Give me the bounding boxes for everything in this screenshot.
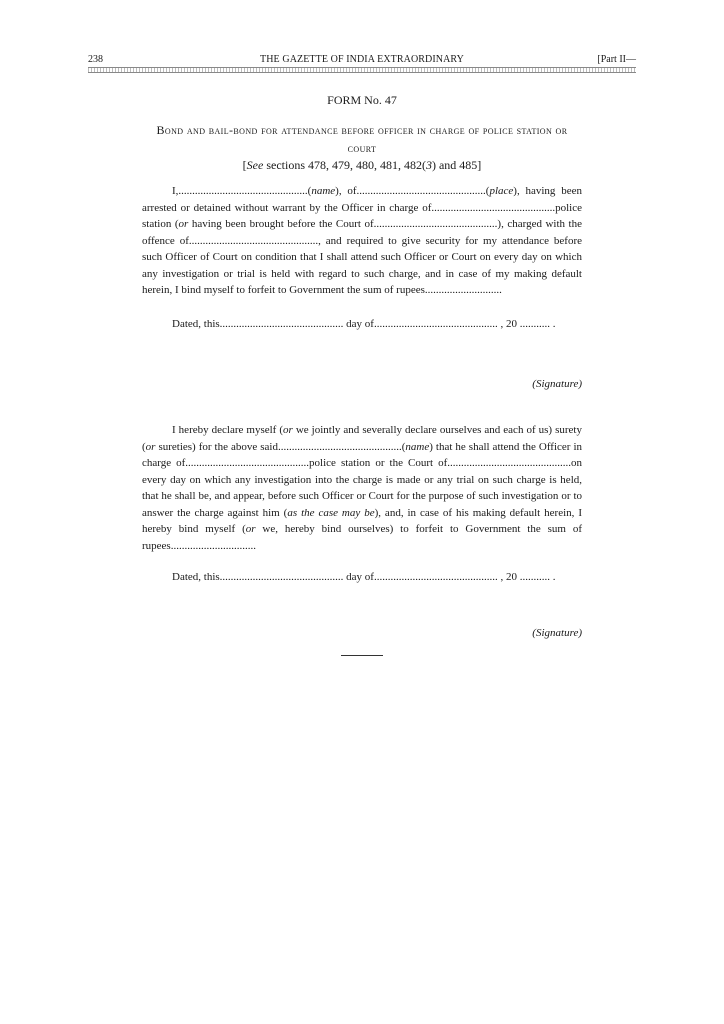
form-subtitle: Bond and bail-bond for attendance before officer in charge of police station or court bbox=[156, 123, 568, 155]
sections-suffix: ) and 485] bbox=[431, 158, 482, 172]
surety-text-2: we jointly and severally declare ourselves and each of us) surety ( bbox=[142, 424, 582, 453]
surety-text-6: we, hereby bind ourselves) to forfeit to Government the sum of rupees............................... bbox=[142, 523, 582, 552]
sections-text: sections 478, 479, 480, 481, 482( bbox=[263, 158, 426, 172]
bond-text-2: ), of...............................................( bbox=[335, 185, 490, 197]
bond-place-label: place bbox=[489, 185, 514, 197]
bond-name-label: name bbox=[311, 185, 336, 197]
bond-text-1: I,...............................................( bbox=[172, 185, 312, 197]
surety-paragraph bbox=[142, 422, 582, 554]
surety-signature: (Signature) bbox=[532, 627, 582, 639]
bond-paragraph bbox=[142, 183, 582, 299]
surety-text-3: sureties) for the above said.............................................( bbox=[155, 440, 406, 453]
end-rule bbox=[341, 655, 383, 656]
surety-name-label: name bbox=[405, 440, 430, 453]
bond-text-3: ), having been arrested or detained without warrant by the Officer in charge of.............................................police station ( bbox=[142, 185, 582, 230]
bond-text-4: having been brought before the Court of.............................................), charged with the offence of..............................................., and required to give security for my attendance before such Officer of Court on condition that I shall attend such Officer or Court on every day on which any investigation or trial is held with regard to such charge, and in case of my making default herein, I bind myself to forfeit to Government the sum of rupees............................ bbox=[142, 218, 582, 296]
header-divider bbox=[88, 67, 636, 73]
surety-text-1: I hereby declare myself ( bbox=[172, 424, 284, 436]
sections-num: 3 bbox=[425, 158, 432, 172]
gazette-title: THE GAZETTE OF INDIA EXTRAORDINARY bbox=[260, 54, 464, 65]
bond-or-1: or bbox=[178, 218, 189, 230]
bond-signature: (Signature) bbox=[532, 378, 582, 390]
surety-dated-line: Dated, this............................................. day of............................................. , 20 ........... . bbox=[172, 571, 556, 583]
surety-text-4: ) that he shall attend the Officer in charge of.............................................police station or the Court of.............................................on every day on which any investigation into the charge is made or any trial on such charge is held, that he shall be, and appear, before such Officer or Court for the purpose of such investigation or to answer the charge against him ( bbox=[142, 440, 582, 519]
sections-see: See bbox=[246, 158, 264, 172]
surety-or-1: or bbox=[283, 424, 293, 436]
part-label: [Part II— bbox=[597, 54, 636, 65]
sections-reference bbox=[140, 158, 584, 173]
surety-as-case: as the case may be bbox=[287, 506, 375, 519]
surety-text-5: ), and, in case of his making default herein, I hereby bind myself ( bbox=[142, 506, 582, 535]
sections-prefix: [ bbox=[242, 158, 247, 172]
bond-dated-line: Dated, this............................................. day of............................................. , 20 ........... . bbox=[172, 318, 556, 330]
surety-or-2: or bbox=[145, 440, 156, 453]
page-number: 238 bbox=[88, 54, 103, 65]
form-title: FORM No. 47 bbox=[327, 93, 397, 107]
surety-or-3: or bbox=[245, 523, 256, 535]
